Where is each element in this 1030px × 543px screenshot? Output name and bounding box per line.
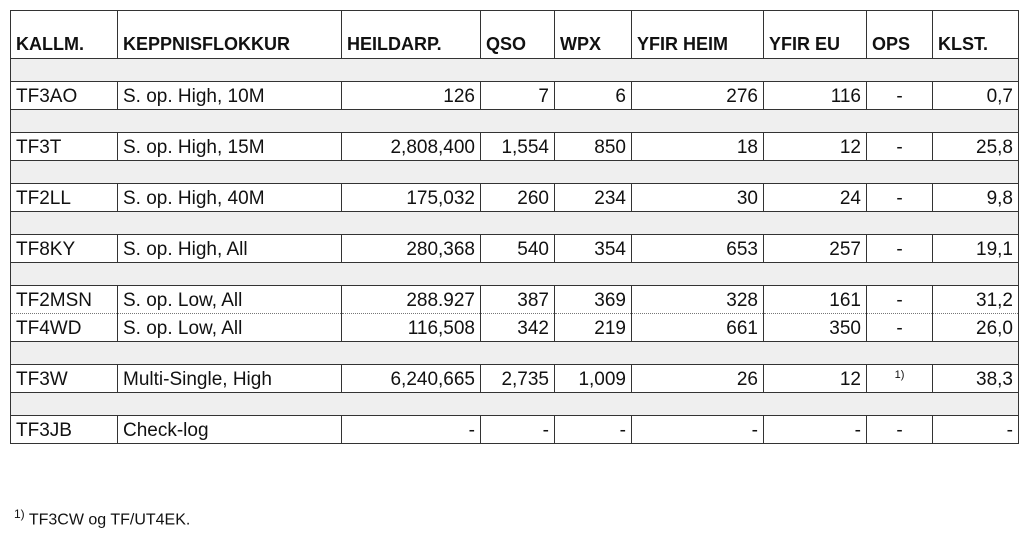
column-header: KALLM. <box>11 11 118 59</box>
table-cell: 25,8 <box>933 133 1019 161</box>
footnote-text: TF3CW og TF/UT4EK. <box>28 511 191 529</box>
table-cell: 6 <box>555 82 632 110</box>
table-cell: - <box>764 416 867 444</box>
separator-row <box>11 342 1019 365</box>
footnote <box>14 507 190 529</box>
table-cell: 288.927 <box>342 286 481 314</box>
table-cell: S. op. High, 15M <box>118 133 342 161</box>
footnote-ref: 1) <box>894 368 905 381</box>
table-cell: 12 <box>764 365 867 393</box>
column-header: YFIR HEIM <box>632 11 764 59</box>
table-cell: 328 <box>632 286 764 314</box>
column-header: KEPPNISFLOKKUR <box>118 11 342 59</box>
table-cell: 234 <box>555 184 632 212</box>
table-cell: 260 <box>481 184 555 212</box>
table-cell: 354 <box>555 235 632 263</box>
table-cell: TF3W <box>11 365 118 393</box>
table-cell: - <box>632 416 764 444</box>
results-table <box>10 10 1019 444</box>
table-cell: - <box>867 184 933 212</box>
table-row <box>11 235 1019 263</box>
table-cell: 161 <box>764 286 867 314</box>
separator-cell <box>11 342 1019 365</box>
table-cell: TF8KY <box>11 235 118 263</box>
table-cell: 38,3 <box>933 365 1019 393</box>
table-row <box>11 82 1019 110</box>
table-cell: TF3AO <box>11 82 118 110</box>
separator-cell <box>11 263 1019 286</box>
table-cell: 116,508 <box>342 314 481 342</box>
separator-row <box>11 212 1019 235</box>
table-cell: - <box>342 416 481 444</box>
table-cell: TF2MSN <box>11 286 118 314</box>
table-cell: TF4WD <box>11 314 118 342</box>
table-cell: 350 <box>764 314 867 342</box>
table-row <box>11 416 1019 444</box>
table-cell: 6,240,665 <box>342 365 481 393</box>
table-cell: 2,735 <box>481 365 555 393</box>
table-row <box>11 133 1019 161</box>
table-cell: 31,2 <box>933 286 1019 314</box>
table-cell: - <box>867 133 933 161</box>
table-cell: S. op. High, All <box>118 235 342 263</box>
table-cell: TF3JB <box>11 416 118 444</box>
table-cell: - <box>481 416 555 444</box>
separator-row <box>11 263 1019 286</box>
table-cell: 369 <box>555 286 632 314</box>
table-cell: 30 <box>632 184 764 212</box>
table-cell: 257 <box>764 235 867 263</box>
table-cell: - <box>555 416 632 444</box>
table-cell: 0,7 <box>933 82 1019 110</box>
table-cell: 175,032 <box>342 184 481 212</box>
header-row <box>11 11 1019 59</box>
table-cell: 116 <box>764 82 867 110</box>
table-cell: - <box>867 82 933 110</box>
table-cell: 280,368 <box>342 235 481 263</box>
table-cell: S. op. High, 40M <box>118 184 342 212</box>
table-cell: 24 <box>764 184 867 212</box>
column-header: KLST. <box>933 11 1019 59</box>
table-row <box>11 286 1019 314</box>
table-cell: 1,554 <box>481 133 555 161</box>
table-cell: TF2LL <box>11 184 118 212</box>
table-cell: 540 <box>481 235 555 263</box>
column-header: QSO <box>481 11 555 59</box>
table-body <box>11 59 1019 444</box>
table-cell: - <box>867 286 933 314</box>
table-row <box>11 184 1019 212</box>
table-cell: 387 <box>481 286 555 314</box>
separator-cell <box>11 393 1019 416</box>
separator-cell <box>11 161 1019 184</box>
table-cell: 18 <box>632 133 764 161</box>
table-cell: S. op. Low, All <box>118 314 342 342</box>
table-cell: Check-log <box>118 416 342 444</box>
table-row <box>11 365 1019 393</box>
table-cell: 7 <box>481 82 555 110</box>
table-row <box>11 314 1019 342</box>
column-header: OPS <box>867 11 933 59</box>
table-cell: 661 <box>632 314 764 342</box>
table-cell: 12 <box>764 133 867 161</box>
table-cell: 219 <box>555 314 632 342</box>
table-cell: - <box>867 314 933 342</box>
table-cell: S. op. Low, All <box>118 286 342 314</box>
results-table-container <box>10 10 1019 444</box>
table-cell: - <box>867 416 933 444</box>
table-cell: 342 <box>481 314 555 342</box>
table-cell: 19,1 <box>933 235 1019 263</box>
column-header: HEILDARP. <box>342 11 481 59</box>
separator-cell <box>11 212 1019 235</box>
table-cell: S. op. High, 10M <box>118 82 342 110</box>
separator-row <box>11 110 1019 133</box>
separator-cell <box>11 110 1019 133</box>
table-cell: Multi-Single, High <box>118 365 342 393</box>
column-header: WPX <box>555 11 632 59</box>
column-header: YFIR EU <box>764 11 867 59</box>
table-cell: 9,8 <box>933 184 1019 212</box>
table-cell: 1,009 <box>555 365 632 393</box>
table-cell: 2,808,400 <box>342 133 481 161</box>
table-cell: 276 <box>632 82 764 110</box>
separator-row <box>11 393 1019 416</box>
table-cell: TF3T <box>11 133 118 161</box>
table-cell: 26,0 <box>933 314 1019 342</box>
table-cell: 26 <box>632 365 764 393</box>
table-cell: 653 <box>632 235 764 263</box>
separator-row <box>11 59 1019 82</box>
table-cell <box>867 365 933 393</box>
footnote-marker: 1) <box>14 507 25 521</box>
separator-cell <box>11 59 1019 82</box>
table-cell: - <box>867 235 933 263</box>
table-cell: 850 <box>555 133 632 161</box>
separator-row <box>11 161 1019 184</box>
table-cell: 126 <box>342 82 481 110</box>
table-cell: - <box>933 416 1019 444</box>
